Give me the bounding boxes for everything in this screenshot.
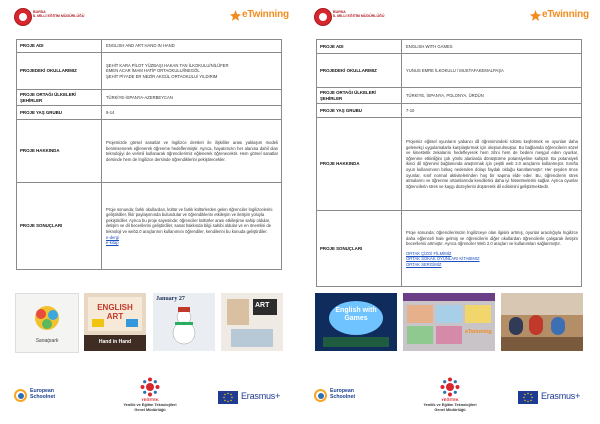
school-line: EMEN ACAR İMAM HATİP ORTAOKULU/İNEGÖL (106, 68, 200, 74)
yegitek-title: YEĞİTEK (441, 397, 459, 402)
photo-caption: eTwinning (465, 329, 492, 335)
meb-logo (14, 7, 110, 27)
table-row (17, 53, 282, 90)
project-table-left (16, 39, 282, 270)
etwinning-logo (530, 9, 588, 23)
photo-online-meeting (403, 293, 495, 351)
value-okullar: YUNUS EMRE İLKOKULU / MUSTAFAKEMALPAŞA (402, 54, 582, 88)
results-text: Proje sonunda; farklı okullardan, kültür ve farklı kültürlerden gelen öğrenciler İngilizcelerini geliştirdiler, fikir paylaşımında bulundular ve öğrendiklerini etkileşim ve iletişim yoluyla pekiştirdiler. Ayrıca bu proje sayesinde; öğrenciler kültürler arası etkileşime sahip oldular, iletişim ve dil becerilerini geliştirdiler, sanat hakkında bilgi sahibi oldular ve en önemlisi de teknoloji ve web2.0 araçlarının kullanımını öğrendiler, kendilerini bu konuda geliştirdiler. (106, 206, 273, 234)
etwinning-logo (230, 9, 288, 23)
photo-strip-left (15, 293, 283, 351)
table-row (317, 88, 582, 104)
table-row (317, 54, 582, 88)
es-line2: Schoolnet (30, 393, 56, 400)
meb-logo-line2: İL MİLLİ EĞİTİM MÜDÜRLÜĞÜ (33, 14, 85, 19)
value-okullar (102, 53, 282, 90)
value-proje-hakkinda: Projemiz eğitsel oyunların yabancı dil öğrenimindeki rolünü keşfetmek ve oyunları daha gelenekçi uygulamalarla karşılaştırmak için oluşturulmuştur. Bu bağlamda öğrencilerin sözel ve kinestetik zekalarını hedefleyerek hem zihni hem de bedeni meşgul eden oyunlar, öğrenme etkinliğini çok yönlü alanlarda dönüştürme potansiyeline sahiptir. Bu potansiyeli ikinci dil öğrenimi bağlamında araştırmak için çeşitli web 2.0 araçlarını kullanmıştır. Sınıfta oyun kullanımının birkaç nedenden dolayı faydalı olduğu kanıtlanmıştır: Her şeyden önce oyunlar, sınıf normal aktivitelerinden hoş bir sapma elde eder. Bu, öğrencilerin stres atmalarını ve öğrenme ortamlarında kendilerini daha iyi hissetmelerini sağlar. Ayrıca oyunlar öğrencilerin stres ve kaygı düzeylerini düşürerek dil edinimini geliştirmektedir. (402, 118, 582, 211)
value-ortak-ulkeler: TÜRKİYE-İSPANYA-AZERBEYCAN (102, 90, 282, 106)
school-line: ŞEHİT PİYADE ER NEZİR AKGÜL ORTAOKULU/ YILDIRIM (106, 73, 218, 79)
link-ortak-sokak-oyunlari[interactable]: ORTAK SÖKAK OYUNLARI KİTABIMIZ (406, 256, 480, 262)
yegitek-logo (413, 377, 487, 421)
yegitek-hub-icon (140, 377, 160, 397)
value-proje-sonuclari (402, 211, 582, 287)
label-proje-adi: PROJE ADI (317, 40, 402, 54)
yegitek-line1: Yenilik ve Eğitim Teknolojileri (423, 403, 477, 407)
label-okullar: PROJEDEKİ OKULLARIMIZ (17, 53, 102, 90)
photo-strip-right (315, 293, 583, 351)
table-row (317, 40, 582, 54)
photo-sanatpark (15, 293, 79, 353)
table-row (17, 106, 282, 120)
erasmus-label: Erasmus+ (241, 391, 281, 401)
yegitek-hub-icon (440, 377, 460, 397)
photo-art-painting (221, 293, 283, 351)
photo-classroom (501, 293, 583, 351)
european-schoolnet-logo (314, 388, 374, 410)
meb-emblem-icon (14, 8, 32, 26)
es-line2: Schoolnet (330, 393, 356, 400)
table-row (317, 118, 582, 211)
label-proje-sonuclari: PROJE SONUÇLARI (317, 211, 402, 287)
photo-english-art (84, 293, 146, 351)
meb-logo-line1: BURSA (33, 10, 46, 14)
meb-emblem-icon (314, 8, 332, 26)
link-ortak-sergi[interactable]: ORTAK SERGİMİZ (406, 261, 442, 267)
etwinning-star-icon (230, 10, 241, 21)
photo-january (153, 293, 215, 351)
etwinning-label: eTwinning (242, 9, 289, 20)
table-row (317, 211, 582, 287)
table-row (17, 183, 282, 270)
yegitek-logo (113, 377, 187, 421)
link-e-kitap[interactable]: e-kitap (106, 240, 119, 246)
link-e-dergi[interactable]: e-dergi (106, 234, 120, 240)
results-text: Proje sonunda; öğrencilerimizin İngilizceye olan ilgisini artmış, oyunlar aracılığıyla İngilizce daha eğlenceli hale gelmiş ve öğrencilerin diğer okullardan öğrencilerle çalışarak iletişim becerilerini artmıştır. Ayrıca öğrenciler Web 2.0 araçları ve kullanımları sağlanmıştır. (406, 229, 578, 247)
link-ortak-cizgi-film[interactable]: ORTAK ÇİZGİ FİLMİMİZ (406, 250, 452, 256)
value-ortak-ulkeler: TÜRKİYE, İSPANYA, POLONYA, ÜRDÜN (402, 88, 582, 104)
label-yas-grubu: PROJE YAŞ GRUBU (317, 104, 402, 118)
table-row (17, 120, 282, 183)
yegitek-title: YEĞİTEK (141, 397, 159, 402)
label-proje-adi: PROJE ADI (17, 40, 102, 53)
meb-logo (314, 7, 410, 27)
eu-flag-icon (218, 391, 238, 404)
value-yas-grubu: 7-10 (402, 104, 582, 118)
erasmus-logo (518, 391, 590, 405)
value-proje-adi: ENGLISH WITH GAMES (402, 40, 582, 54)
table-row (17, 90, 282, 106)
meb-logo-line1: BURSA (333, 10, 346, 14)
es-line1: European (330, 388, 354, 394)
photo-caption: Sanatpark (35, 338, 59, 344)
photo-english-with-games (315, 293, 397, 351)
label-okullar: PROJEDEKİ OKULLARIMIZ (317, 54, 402, 88)
photo-title: January 27 (156, 296, 185, 302)
european-schoolnet-logo (14, 388, 74, 410)
erasmus-logo (218, 391, 290, 405)
label-proje-hakkinda: PROJE HAKKINDA (17, 120, 102, 183)
footer-left (0, 374, 300, 424)
photo-caption: Hand in Hand (98, 339, 132, 345)
page-right (300, 0, 600, 424)
value-proje-sonuclari (102, 183, 282, 270)
value-proje-adi: ENGLISH AND ART HAND IN HAND (102, 40, 282, 53)
photo-title: English with Games (335, 307, 377, 322)
erasmus-label: Erasmus+ (541, 391, 581, 401)
label-proje-hakkinda: PROJE HAKKINDA (317, 118, 402, 211)
photo-caption: ART (255, 302, 270, 309)
footer-right (300, 374, 600, 424)
value-yas-grubu: 9-14 (102, 106, 282, 120)
label-ortak-ulkeler: PROJE ORTAĞI ÜLKELER/ŞEHİRLER (317, 88, 402, 104)
etwinning-label: eTwinning (542, 9, 589, 20)
table-row (17, 40, 282, 53)
etwinning-star-icon (530, 10, 541, 21)
meb-logo-line2: İL MİLLİ EĞİTİM MÜDÜRLÜĞÜ (333, 14, 385, 19)
label-yas-grubu: PROJE YAŞ GRUBU (17, 106, 102, 120)
photo-title: ENGLISH ART (97, 303, 133, 321)
project-table-right (316, 39, 582, 287)
table-row (317, 104, 582, 118)
school-line: ŞEHİT KARA PİLOT YÜZBAŞI HAKAN TAN İLKOKULU/NİLÜFER (106, 62, 229, 68)
es-line1: European (30, 388, 54, 394)
value-proje-hakkinda: Projemizde görsel sanatlar ve İngilizce dersleri ile ilişkililer arası yaklaşım modeli benimsenerek eğlenerek öğrenme hedeflenmiştir. Ayrıca, hayatımızın her alanına dahil olan teknolojiyi de verimli kullanarak öğrencilerimiz eğlenerek öğrenecektir. Hem görsel sanatlar dersinde hem de İngilizce dersinde öğrendiklerini pekiştirecekler. (102, 120, 282, 183)
yegitek-line2: Genel Müdürlüğü (134, 407, 166, 412)
yegitek-line1: Yenilik ve Eğitim Teknolojileri (123, 403, 177, 407)
label-proje-sonuclari: PROJE SONUÇLARI (17, 183, 102, 270)
yegitek-line2: Genel Müdürlüğü (434, 407, 466, 412)
label-ortak-ulkeler: PROJE ORTAĞI ÜLKELER/ŞEHİRLER (17, 90, 102, 106)
eu-flag-icon (518, 391, 538, 404)
